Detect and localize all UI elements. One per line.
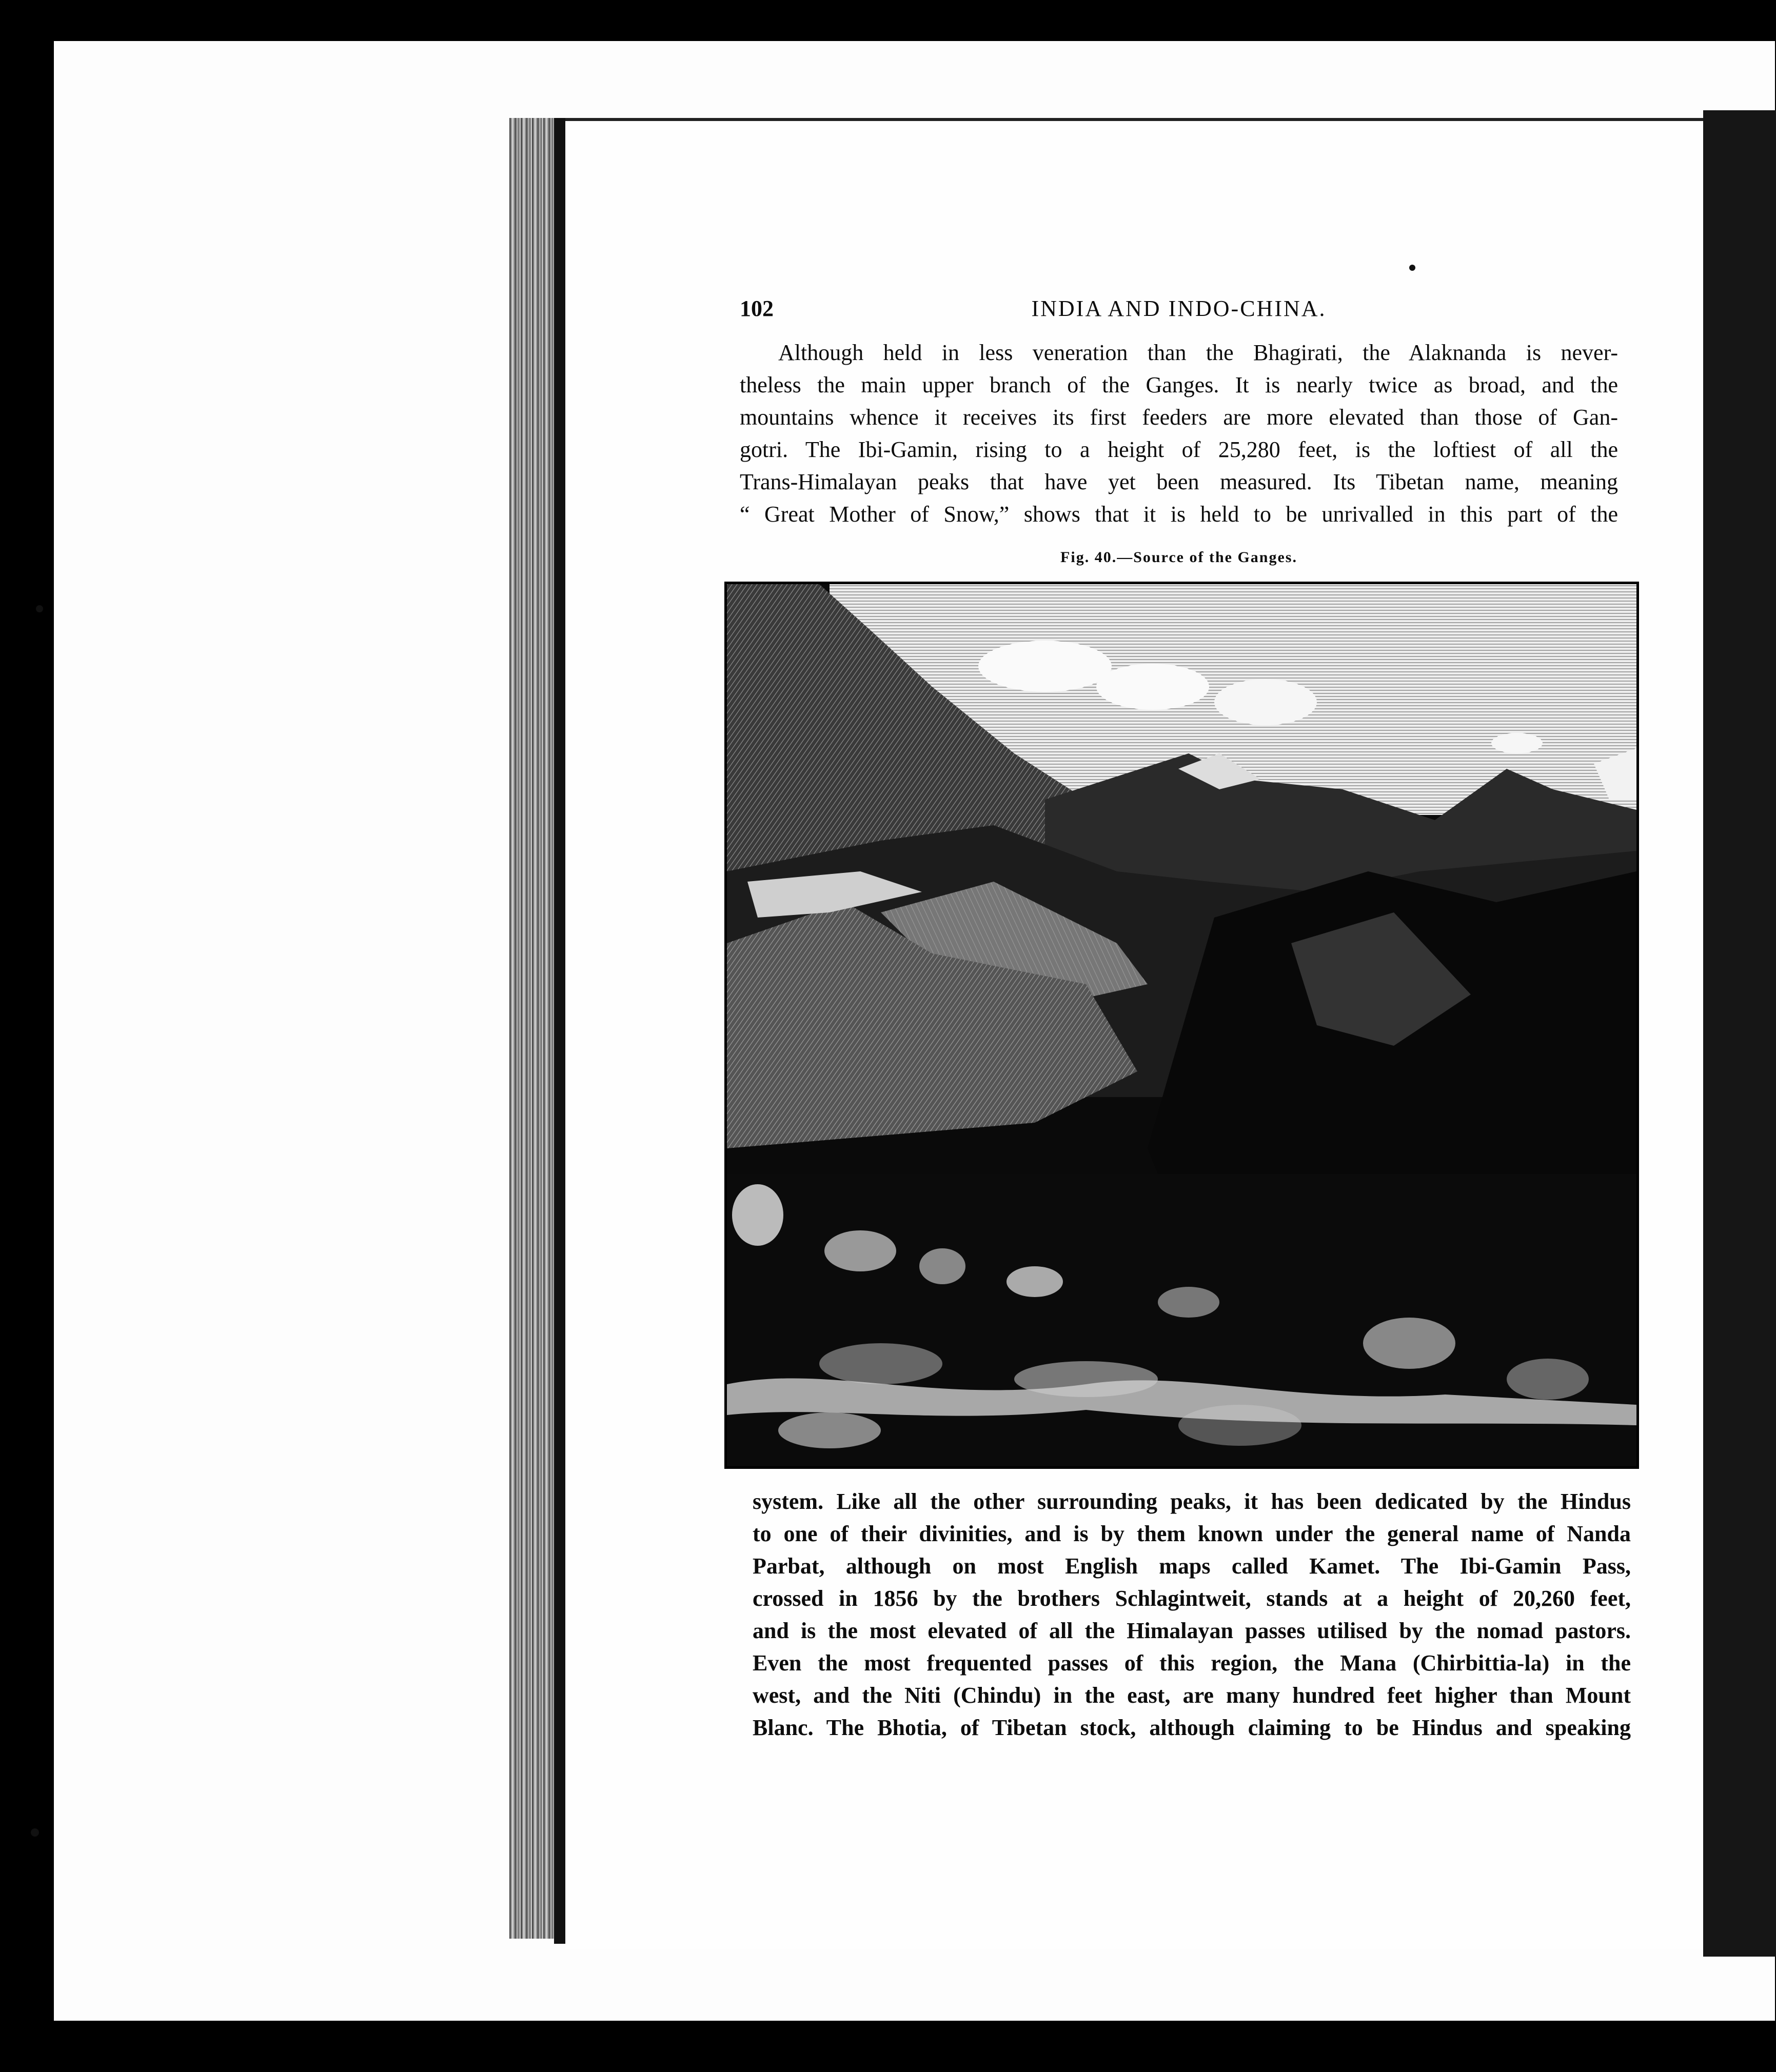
page-content (740, 295, 1631, 1744)
speck-mark (1409, 265, 1415, 271)
text-line: “ Great Mother of Snow,” shows that it is held to be unrivalled in this part of the (740, 502, 1618, 527)
speck-mark (31, 1828, 39, 1837)
text-line: and is the most elevated of all the Himalayan passes utilised by the nomad pastors. (753, 1618, 1631, 1643)
book-cover-right (1703, 110, 1776, 1957)
text-line: Even the most frequented passes of this region, the Mana (Chirbittia-la) in the (753, 1650, 1631, 1676)
figure-engraving (724, 582, 1639, 1469)
text-line: gotri. The Ibi-Gamin, rising to a height of 25,280 feet, is the loftiest of all the (740, 437, 1618, 462)
book-gutter (554, 118, 565, 1944)
paragraph-top (740, 336, 1618, 530)
book-page (565, 118, 1703, 1949)
text-line: system. Like all the other surrounding peaks, it has been dedicated by the Hindus (753, 1489, 1631, 1514)
text-line: Trans-Himalayan peaks that have yet been measured. Its Tibetan name, meaning (740, 469, 1618, 494)
text-line: mountains whence it receives its first feeders are more elevated than those of Gan- (740, 405, 1618, 430)
text-line: crossed in 1856 by the brothers Schlagintweit, stands at a height of 20,260 feet, (753, 1586, 1631, 1611)
page-number: 102 (740, 296, 774, 321)
text-line: Parbat, although on most English maps called Kamet. The Ibi-Gamin Pass, (753, 1553, 1631, 1579)
text-line: to one of their divinities, and is by them known under the general name of Nanda (753, 1521, 1631, 1546)
speck-mark (36, 605, 43, 612)
text-line: west, and the Niti (Chindu) in the east, are many hundred feet higher than Mount (753, 1683, 1631, 1708)
paragraph-bottom (753, 1485, 1631, 1744)
mountain-landscape-illustration (727, 584, 1636, 1466)
page-header (740, 295, 1618, 336)
text-line: Although held in less veneration than the Bhagirati, the Alaknanda is never- (778, 340, 1618, 365)
figure-caption: Fig. 40.—Source of the Ganges. (1060, 549, 1297, 566)
running-title: INDIA AND INDO-CHINA. (1031, 296, 1327, 321)
text-line: theless the main upper branch of the Ganges. It is nearly twice as broad, and the (740, 372, 1618, 397)
text-line: Blanc. The Bhotia, of Tibetan stock, although claiming to be Hindus and speaking (753, 1715, 1631, 1740)
